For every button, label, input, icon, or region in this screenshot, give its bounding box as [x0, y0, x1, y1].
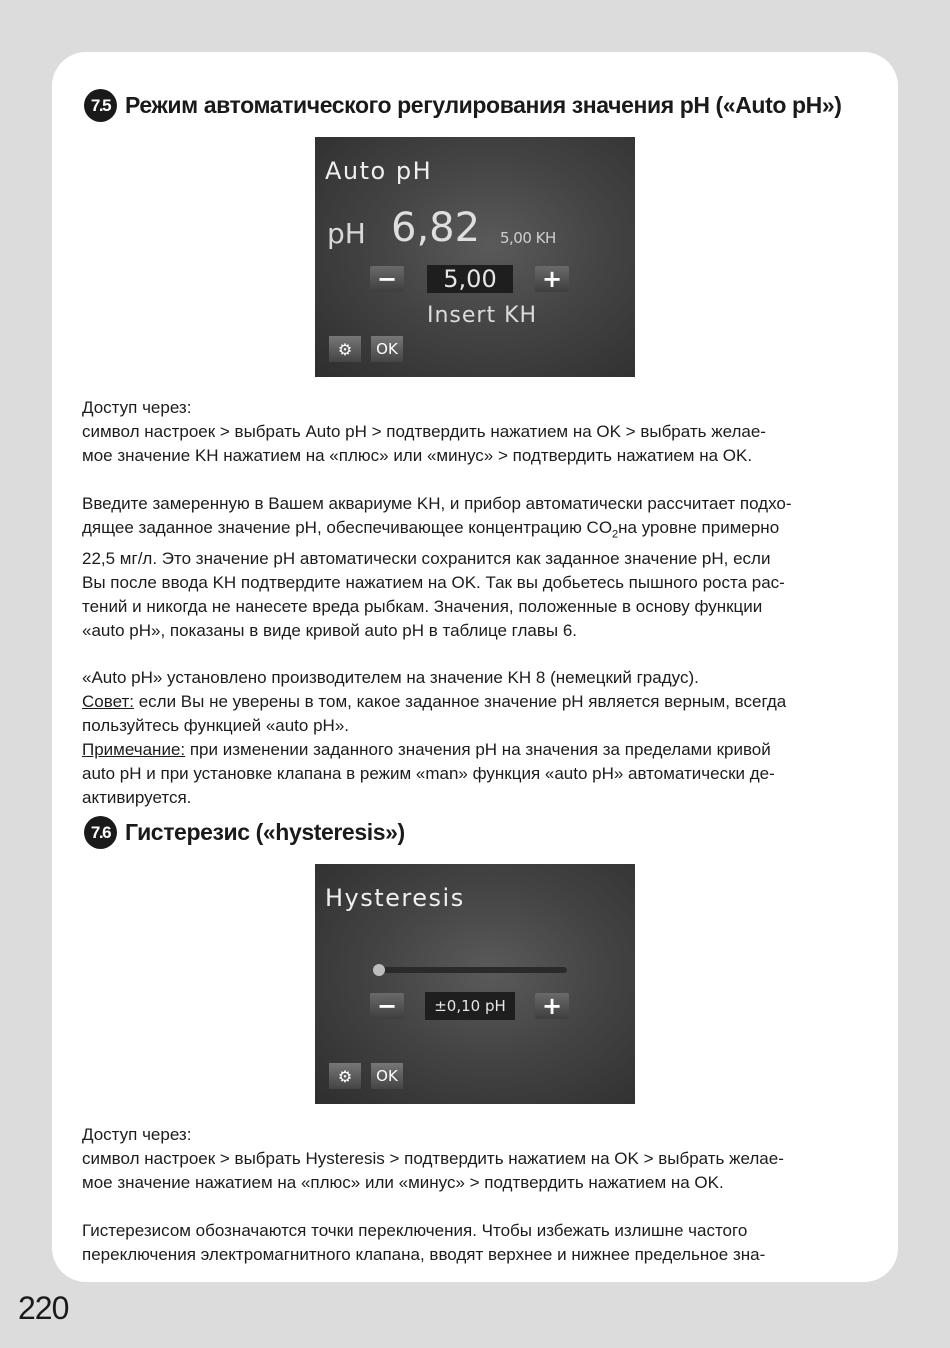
paragraph-line: переключения электромагнитного клапана, вводят верхнее и нижнее предельное зна-: [82, 1244, 766, 1264]
plus-button[interactable]: +: [535, 266, 569, 292]
paragraph-line: тений и никогда не нанесете вреда рыбкам. Значения, положенные в основу функции: [82, 596, 763, 616]
paragraph-line: Вы после ввода KH подтвердите нажатием на OK. Так вы добьетесь пышного роста рас-: [82, 572, 785, 592]
ph-label: pH: [327, 217, 366, 250]
settings-button[interactable]: [329, 336, 361, 362]
kh-value-field[interactable]: 5,00: [427, 265, 513, 293]
access-label: Доступ через:: [82, 1125, 192, 1144]
paragraph-line: «Auto pH» установлено производителем на значение KH 8 (немецкий градус).: [82, 668, 699, 688]
paragraph-line: 22,5 мг/л. Это значение pH автоматически сохранится как заданное значение pH, если: [82, 548, 771, 568]
ok-button[interactable]: OK: [371, 336, 403, 362]
hysteresis-slider-handle[interactable]: [373, 964, 385, 976]
gears-icon: ⚙: [337, 339, 353, 359]
note-line: auto pH и при установке клапана в режим «man» функция «auto pH» автоматически де-: [82, 763, 775, 783]
screen-title: Auto pH: [325, 157, 433, 185]
tip-label: Совет:: [82, 692, 134, 712]
settings-button[interactable]: [329, 1063, 361, 1089]
note-line: активируется.: [82, 787, 192, 807]
section-title: Режим автоматического регулирования значения pH («Auto pH»): [125, 92, 842, 118]
access-path-line: мое значение KH нажатием на «плюс» или «минус» > подтвердить нажатием на OK.: [82, 445, 753, 465]
note-label: Примечание:: [82, 740, 186, 760]
access-label: Доступ через:: [82, 398, 192, 417]
minus-button[interactable]: −: [370, 266, 404, 292]
paragraph-line: «auto pH», показаны в виде кривой auto pH в таблице главы 6.: [82, 620, 578, 640]
paragraph-line: Введите замеренную в Вашем аквариуме KH, и прибор автоматически рассчитает подхо-: [82, 493, 792, 513]
kh-readout: 5,00 KH: [500, 229, 556, 247]
device-screen-hysteresis: [315, 864, 635, 1104]
paragraph-line: Гистерезисом обозначаются точки переключения. Чтобы избежать излишне частого: [82, 1220, 748, 1240]
screen-title: Hysteresis: [325, 884, 465, 912]
section-number-badge: 7.5: [84, 89, 117, 122]
tip-line: Совет: если Вы не уверены в том, какое заданное значение pH является верным, всегда: [82, 692, 787, 712]
tip-line: пользуйтесь функцией «auto pH».: [82, 716, 349, 736]
section-title: Гистерезис («hysteresis»): [125, 819, 405, 845]
insert-kh-label: Insert KH: [427, 303, 538, 328]
section-heading-auto-ph: [84, 89, 841, 122]
hysteresis-value-field[interactable]: ±0,10 pH: [425, 992, 515, 1020]
plus-button[interactable]: +: [535, 993, 569, 1019]
section-heading-hysteresis: [84, 816, 405, 849]
device-screen-auto-ph: [315, 137, 635, 377]
ok-button[interactable]: OK: [371, 1063, 403, 1089]
paragraph-line: дящее заданное значение pH, обеспечивающее концентрацию $CO_2на$ уровне примерно: [82, 517, 780, 540]
note-line: Примечание: при изменении заданного значения pH на значения за пределами кривой: [82, 740, 771, 760]
section-number-badge: 7.6: [84, 816, 117, 849]
minus-button[interactable]: −: [370, 993, 404, 1019]
access-path-line: мое значение нажатием на «плюс» или «минус» > подтвердить нажатием на OK.: [82, 1172, 724, 1192]
access-path-line: символ настроек > выбрать Auto pH > подтвердить нажатием на OK > выбрать желае-: [82, 421, 766, 441]
section-76-body: [82, 1123, 872, 1266]
access-path-line: символ настроек > выбрать Hysteresis > подтвердить нажатием на OK > выбрать желае-: [82, 1148, 784, 1168]
hysteresis-slider-track[interactable]: [377, 967, 567, 973]
page-number: 220: [18, 1290, 69, 1326]
gears-icon: ⚙: [337, 1066, 353, 1086]
section-75-body: [82, 396, 872, 810]
ph-value: 6,82: [391, 205, 481, 251]
